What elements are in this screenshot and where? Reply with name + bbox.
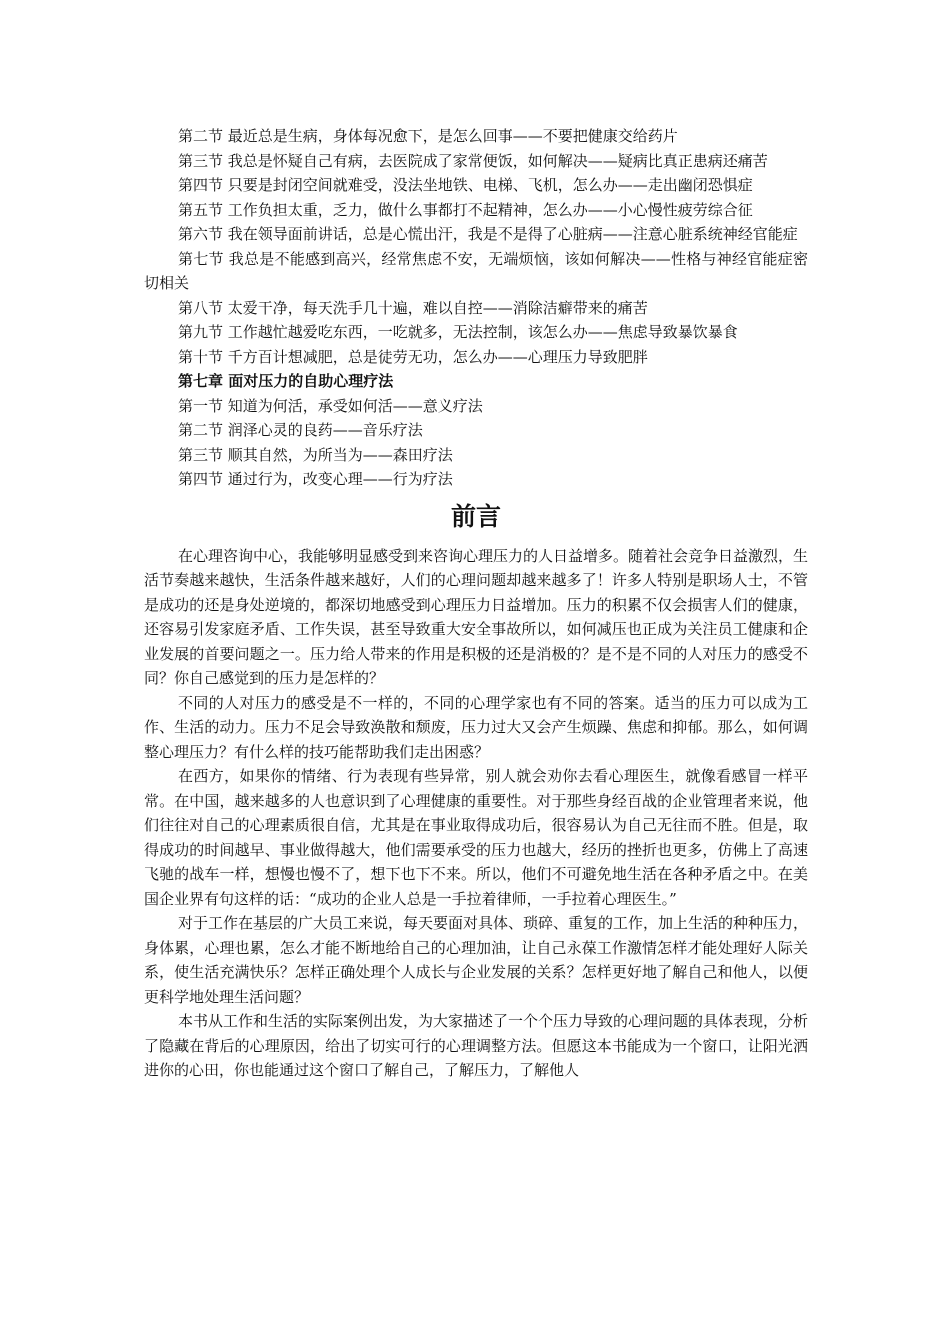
toc-section-item: 第一节 知道为何活，承受如何活——意义疗法 <box>178 396 483 415</box>
preface-paragraph: 本书从工作和生活的实际案例出发，为大家描述了一个个压力导致的心理问题的具体表现，分析了隐藏在背后的心理原因，给出了切实可行的心理调整方法。但愿这本书能成为一个窗口，让阳光洒进你的心田，你也能通过这个窗口了解自己，了解压力，了解他人 <box>144 1012 809 1079</box>
toc-section-item: 第九节 工作越忙越爱吃东西，一吃就多，无法控制，该怎么办——焦虑导致暴饮暴食 <box>178 323 738 341</box>
toc-section-item: 第三节 我总是怀疑自己有病，去医院成了家常便饭，如何解决——疑病比真正患病还痛苦 <box>178 151 768 170</box>
table-of-contents <box>144 124 808 492</box>
toc-section-item: 第二节 润泽心灵的良药——音乐疗法 <box>178 421 423 439</box>
toc-section-item: 第七节 我总是不能感到高兴，经常焦虑不安，无端烦恼，该如何解决——性格与神经官能症密切相关 <box>144 249 808 292</box>
document-page <box>144 124 808 1083</box>
preface-paragraph: 在心理咨询中心，我能够明显感受到来咨询心理压力的人日益增多。随着社会竞争日益激烈，生活节奏越来越快，生活条件越来越好，人们的心理问题却越来越多了！许多人特别是职场人士，不管是成功的还是身处逆境的，都深切地感受到心理压力日益增加。压力的积累不仅会损害人们的健康，还容易引发家庭矛盾、工作失误，甚至导致重大安全事故所以，如何减压也正成为关注员工健康和企业发展的首要问题之一。压力给人带来的作用是积极的还是消极的？是不是不同的人对压力的感受不同？你自己感觉到的压力是怎样的？ <box>144 546 809 687</box>
toc-section-item: 第四节 只要是封闭空间就难受，没法坐地铁、电梯、飞机，怎么办——走出幽闭恐惧症 <box>178 176 753 194</box>
toc-chapter-heading: 第七章 面对压力的自助心理疗法 <box>178 372 394 390</box>
toc-section-item: 第四节 通过行为，改变心理——行为疗法 <box>178 470 453 488</box>
toc-section-item: 第五节 工作负担太重，乏力，做什么事都打不起精神，怎么办——小心慢性疲劳综合征 <box>178 200 753 219</box>
preface-paragraph: 不同的人对压力的感受是不一样的，不同的心理学家也有不同的答案。适当的压力可以成为工作、生活的动力。压力不足会导致涣散和颓废，压力过大又会产生烦躁、焦虑和抑郁。那么，如何调整心理压力？有什么样的技巧能帮助我们走出困惑？ <box>144 693 808 761</box>
preface-paragraph: 在西方，如果你的情绪、行为表现有些异常，别人就会劝你去看心理医生，就像看感冒一样平常。在中国，越来越多的人也意识到了心理健康的重要性。对于那些身经百战的企业管理者来说，他们往往对自己的心理素质很自信，尤其是在事业取得成功后，很容易认为自己无往而不胜。但是，取得成功的时间越早、事业做得越大，他们需要承受的压力也越大，经历的挫折也更多，仿佛上了高速飞驰的战车一样，想慢也慢不了，想下也下不来。所以，他们不可避免地生活在各种矛盾之中。在美国企业界有句这样的话：“成功的企业人总是一手拉着律师，一手拉着心理医生。” <box>144 767 808 908</box>
toc-section-item: 第十节 千方百计想减肥，总是徒劳无功，怎么办——心理压力导致肥胖 <box>178 347 648 366</box>
preface-paragraph: 对于工作在基层的广大员工来说，每天要面对具体、琐碎、重复的工作，加上生活的种种压力，身体累，心理也累，怎么才能不断地给自己的心理加油，让自己永葆工作激情怎样才能处理好人际关系，使生活充满快乐？怎样正确处理个人成长与企业发展的关系？怎样更好地了解自己和他人，以便更科学地处理生活问题？ <box>144 914 809 1006</box>
toc-section-item: 第三节 顺其自然，为所当为——森田疗法 <box>178 445 453 464</box>
toc-section-item: 第六节 我在领导面前讲话，总是心慌出汗，我是不是得了心脏病——注意心脏系统神经官能症 <box>178 225 798 243</box>
preface-title: 前言 <box>450 501 501 531</box>
toc-section-item: 第八节 太爱干净，每天洗手几十遍，难以自控——消除洁癖带来的痛苦 <box>178 298 648 317</box>
preface-body <box>144 544 808 1083</box>
toc-section-item: 第二节 最近总是生病，身体每况愈下，是怎么回事——不要把健康交给药片 <box>178 127 678 145</box>
